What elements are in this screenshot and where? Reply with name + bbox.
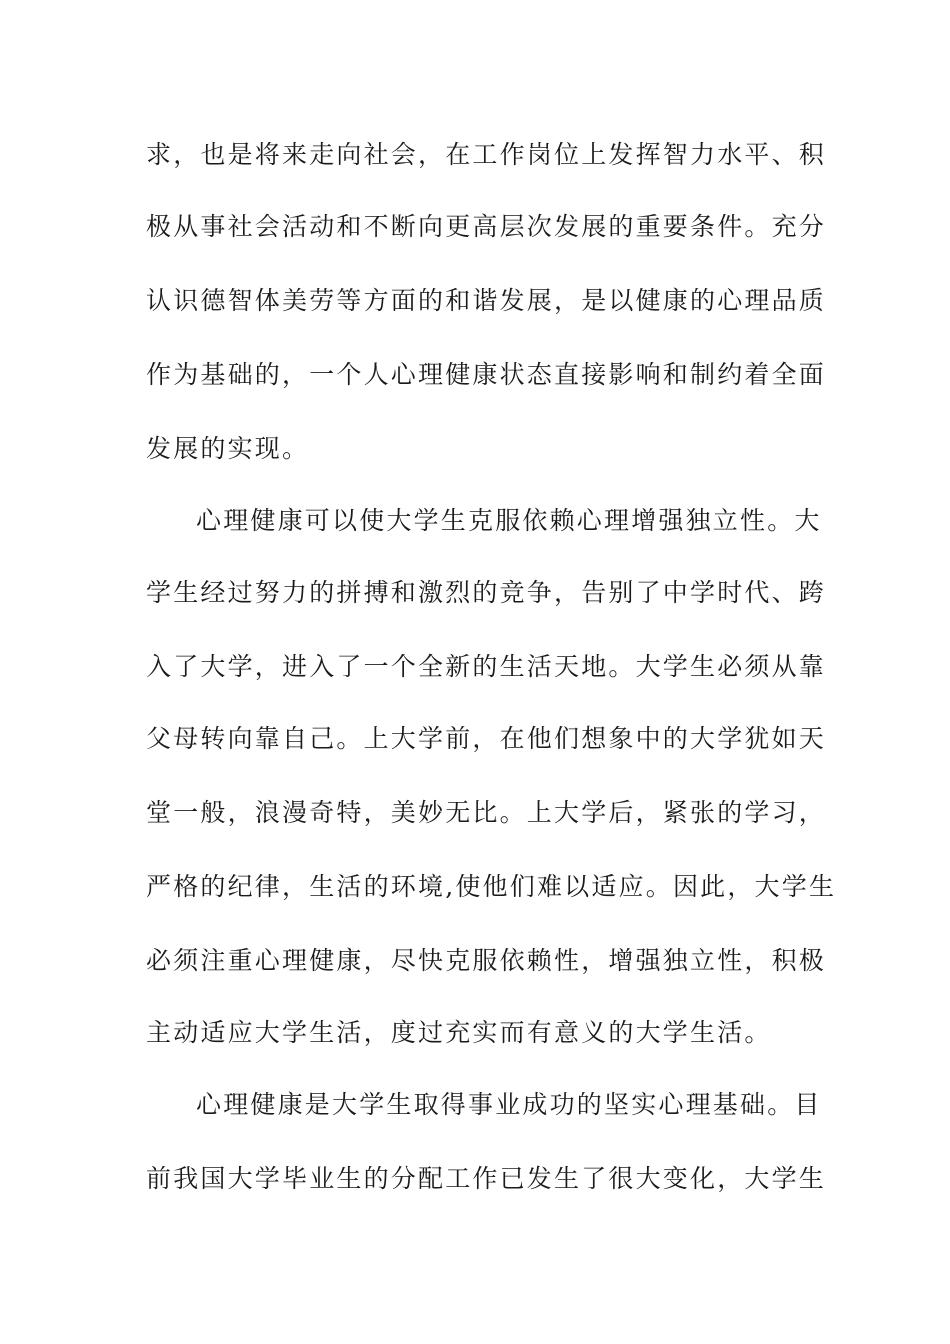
text-line: 学生经过努力的拼搏和激烈的竞争，告别了中学时代、跨 [146, 578, 827, 607]
text-line: 求，也是将来走向社会，在工作岗位上发挥智力水平、积 [146, 140, 827, 169]
text-line: 认识德智体美劳等方面的和谐发展，是以健康的心理品质 [146, 286, 827, 315]
text-line: 必须注重心理健康，尽快克服依赖性，增强独立性，积极 [146, 946, 827, 975]
text-line: 主动适应大学生活，度过充实而有意义的大学生活。 [146, 1018, 772, 1047]
text-line: 心理健康是大学生取得事业成功的坚实心理基础。目 [196, 1090, 822, 1119]
text-line: 作为基础的，一个人心理健康状态直接影响和制约着全面 [146, 360, 827, 389]
text-line: 发展的实现。 [146, 434, 310, 463]
text-line: 父母转向靠自己。上大学前，在他们想象中的大学犹如天 [146, 724, 827, 753]
text-line: 前我国大学毕业生的分配工作已发生了很大变化，大学生 [146, 1164, 827, 1193]
text-line: 心理健康可以使大学生克服依赖心理增强独立性。大 [196, 506, 822, 535]
text-line: 入了大学，进入了一个全新的生活天地。大学生必须从靠 [146, 652, 827, 681]
text-line: 极从事社会活动和不断向更高层次发展的重要条件。充分 [146, 212, 827, 241]
text-line: 堂一般，浪漫奇特，美妙无比。上大学后，紧张的学习， [146, 798, 827, 827]
text-line: 严格的纪律，生活的环境,使他们难以适应。因此，大学生 [146, 872, 837, 901]
